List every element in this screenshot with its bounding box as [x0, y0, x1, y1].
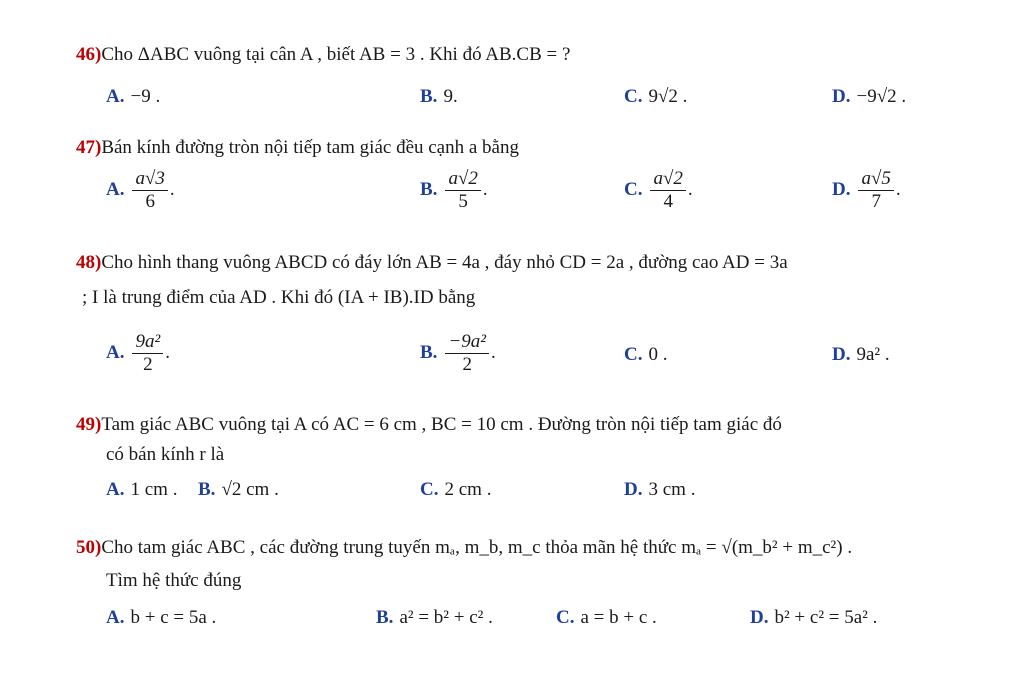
question-number: 47)	[76, 137, 102, 158]
option-b: B. a² = b² + c² .	[376, 607, 493, 628]
option-b: B. 9.	[420, 86, 458, 107]
option-a: A. 1 cm .	[106, 479, 178, 500]
question-number: 49)	[76, 414, 102, 435]
question-number: 48)	[76, 252, 102, 273]
option-a: A. $\frac{a√3}{6}$ .	[106, 168, 175, 212]
option-d: D. −9√2 .	[832, 86, 907, 107]
option-b: B. $\frac{\text{−9a²}}{2}$ .	[420, 331, 496, 375]
option-a: A. $\frac{\text{9a²}}{2}$ .	[106, 331, 170, 375]
question-text: Tìm hệ thức đúng	[106, 570, 242, 591]
question-text: Cho hình thang vuông ABCD có đáy lớn AB = 4a , đáy nhỏ CD = 2a , đường cao AD = 3a	[101, 252, 788, 273]
question-text: Bán kính đường tròn nội tiếp tam giác đều cạnh a bằng	[101, 137, 519, 158]
option-b: B. √2 cm .	[198, 479, 279, 500]
option-c: C. 9√2 .	[624, 86, 688, 107]
option-d: D. 3 cm .	[624, 479, 696, 500]
question-number: 46)	[76, 44, 102, 65]
option-c: C. 0 .	[624, 344, 668, 365]
option-c: C. 2 cm .	[420, 479, 492, 500]
option-c: C. a = b + c .	[556, 607, 657, 628]
question-text: Tam giác ABC vuông tại A có AC = 6 cm , BC = 10 cm . Đường tròn nội tiếp tam giác đó	[101, 414, 782, 435]
option-b: B. $\frac{a√2}{5}$ .	[420, 168, 488, 212]
option-d: D. 9a² .	[832, 344, 890, 365]
option-c: C. $\frac{a√2}{4}$ .	[624, 168, 693, 212]
option-d: D. b² + c² = 5a² .	[750, 607, 878, 628]
option-a: A. b + c = 5a .	[106, 607, 217, 628]
option-d: D. $\frac{a√5}{7}$ .	[832, 168, 901, 212]
question-text: Cho ΔABC vuông tại cân A , biết AB = 3 . Khi đó AB.CB = ?	[101, 44, 571, 65]
question-text: có bán kính r là	[106, 444, 225, 465]
question-text: ; I là trung điểm của AD . Khi đó (IA + IB).ID bằng	[82, 287, 476, 308]
option-a: A. −9 .	[106, 86, 161, 107]
question-number: 50)	[76, 537, 102, 558]
question-text: Cho tam giác ABC , các đường trung tuyến mₐ, m_b, m_c thỏa mãn hệ thức mₐ = √(m_b² + m_c²) .	[101, 537, 853, 558]
